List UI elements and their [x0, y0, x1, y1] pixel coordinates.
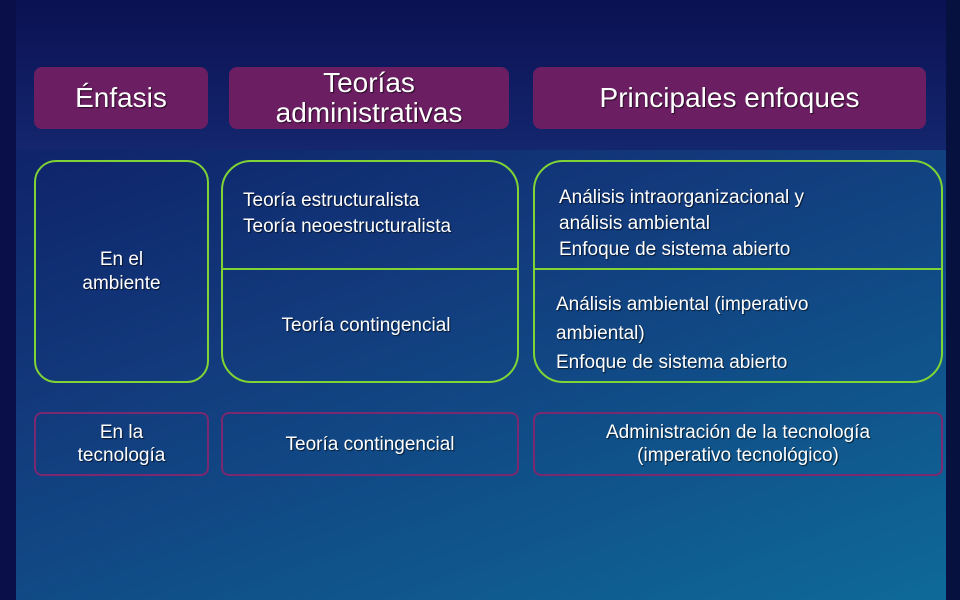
- tecnologia-enfoque-line2: (imperativo tecnológico): [637, 445, 839, 466]
- enfoque-b-line3: Enfoque de sistema abierto: [556, 352, 788, 373]
- header-teorias-line1: Teorías: [323, 67, 415, 98]
- tecnologia-enfoque-line1: Administración de la tecnología: [605, 422, 871, 443]
- ambiente-enfasis-text: [34, 248, 209, 296]
- ambiente-teorias-lower: [221, 314, 511, 338]
- enfoque-a-line2: análisis ambiental: [559, 213, 711, 234]
- ambiente-enfoques-upper: [559, 185, 804, 263]
- ambiente-teorias-upper: [243, 188, 451, 240]
- tecnologia-enfasis-box: [34, 412, 209, 476]
- teoria-contingencial-tecnologia: Teoría contingencial: [285, 433, 455, 455]
- tecnologia-enfasis-line2: tecnología: [77, 445, 166, 466]
- ambiente-enfoques-divider: [535, 268, 941, 270]
- tecnologia-enfasis-line1: En la: [99, 422, 144, 443]
- header-teorias-line2: administrativas: [275, 97, 463, 128]
- header-enfasis: [34, 67, 208, 129]
- ambiente-teorias-divider: [223, 268, 517, 270]
- ambiente-enfasis-line1: En el: [99, 249, 144, 270]
- enfoque-b-line1: Análisis ambiental (imperativo: [556, 294, 809, 315]
- header-enfoques: [533, 67, 926, 129]
- ambiente-enfoques-lower: [556, 290, 808, 377]
- enfoque-a-line3: Enfoque de sistema abierto: [559, 239, 791, 260]
- header-enfasis-label: Énfasis: [75, 82, 167, 113]
- enfoque-b-line2: ambiental): [556, 323, 645, 344]
- teoria-contingencial-ambiente: Teoría contingencial: [281, 315, 451, 336]
- ambiente-enfasis-line2: ambiente: [82, 273, 161, 294]
- tecnologia-teoria-box: [221, 412, 519, 476]
- tecnologia-enfoque-box: [533, 412, 943, 476]
- header-enfoques-label: Principales enfoques: [599, 82, 860, 113]
- teoria-estructuralista: Teoría estructuralista: [243, 190, 420, 211]
- header-teorias: [229, 67, 509, 129]
- right-band: [946, 0, 960, 600]
- enfoque-a-line1: Análisis intraorganizacional y: [559, 187, 805, 208]
- left-band: [0, 0, 16, 600]
- teoria-neoestructuralista: Teoría neoestructuralista: [243, 216, 452, 237]
